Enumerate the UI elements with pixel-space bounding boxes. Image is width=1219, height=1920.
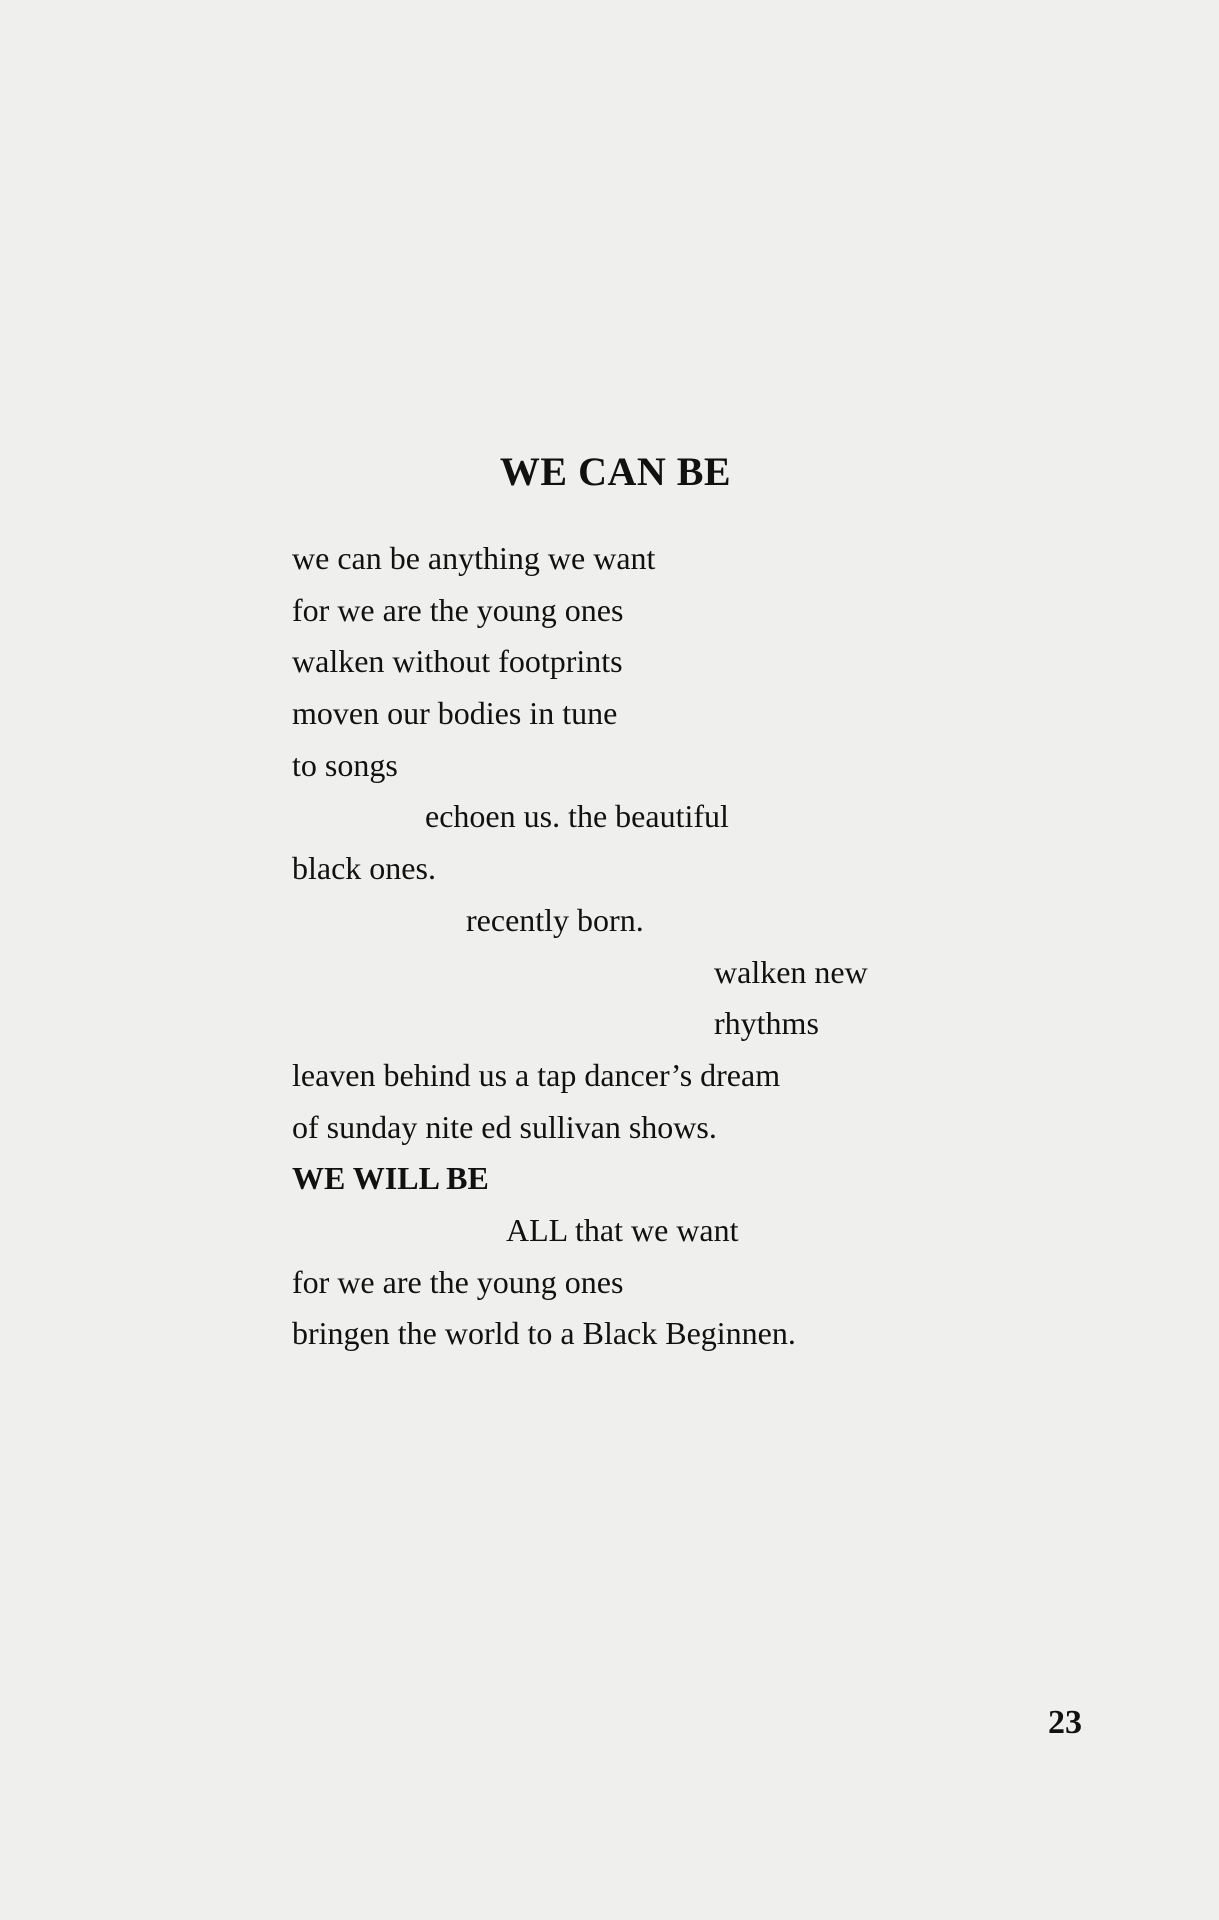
poem-line: we can be anything we want bbox=[292, 540, 656, 576]
poem-line: leaven behind us a tap dancer’s dream bbox=[292, 1056, 781, 1093]
poem-line: black ones. bbox=[292, 850, 436, 887]
poem-line: rhythms bbox=[714, 1005, 819, 1042]
poem-line: walken new bbox=[714, 953, 868, 990]
poem-line: of sunday nite ed sullivan shows. bbox=[292, 1108, 717, 1145]
poem-body bbox=[292, 535, 992, 1362]
page-number: 23 bbox=[1048, 1704, 1082, 1741]
poem-line: echoen us. the beautiful bbox=[425, 798, 729, 835]
poem-title: WE CAN BE bbox=[499, 449, 732, 494]
poem-line: walken without footprints bbox=[292, 643, 623, 680]
poem-line: bringen the world to a Black Beginnen. bbox=[292, 1315, 796, 1352]
poem-line: moven our bodies in tune bbox=[292, 695, 618, 732]
poem-line: for we are the young ones bbox=[292, 591, 624, 628]
poem-line: for we are the young ones bbox=[292, 1263, 624, 1300]
poem-line: ALL that we want bbox=[506, 1211, 739, 1248]
poem-line: recently born. bbox=[466, 901, 644, 938]
poem-line: WE WILL BE bbox=[292, 1160, 489, 1197]
poem-line: to songs bbox=[292, 746, 398, 783]
